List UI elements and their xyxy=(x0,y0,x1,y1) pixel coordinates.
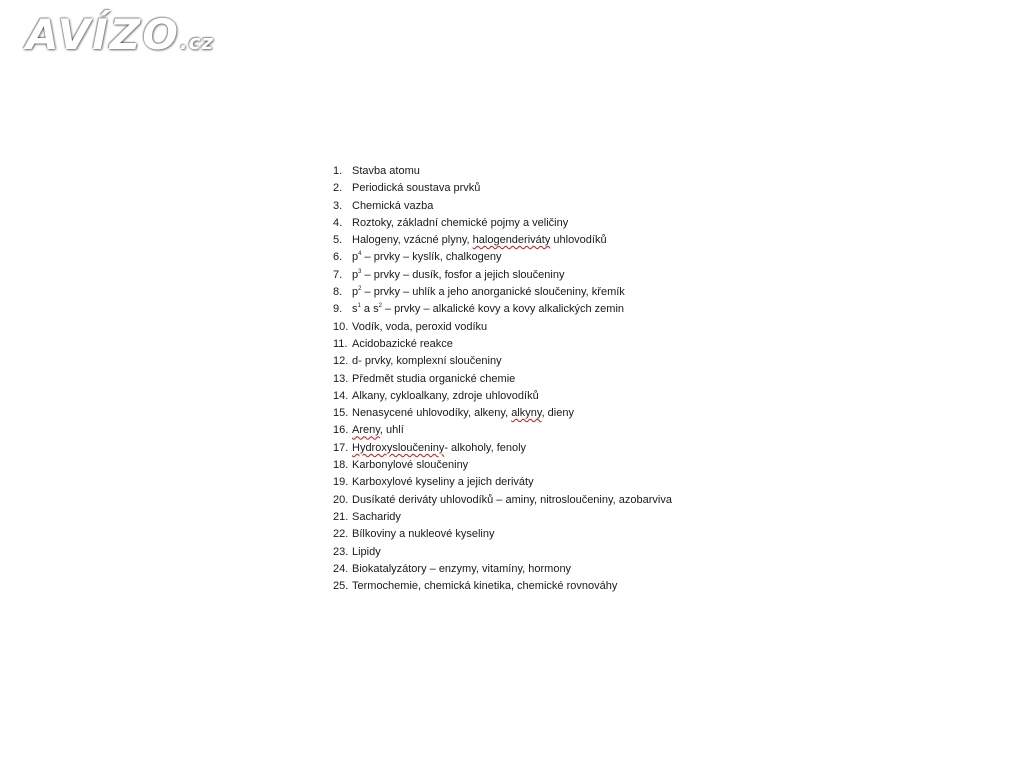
item-text: Halogeny, vzácné plyny, halogenderiváty uhlovodíků xyxy=(352,234,607,247)
item-number: 4. xyxy=(333,216,343,229)
list-item xyxy=(333,249,672,266)
item-number: 14. xyxy=(333,389,349,402)
spellcheck-word: Areny xyxy=(352,424,380,437)
item-number: 3. xyxy=(333,199,343,212)
item-text: Hydroxysloučeniny- alkoholy, fenoly xyxy=(352,441,527,454)
watermark-main-text: AVÍZO xyxy=(26,10,180,59)
list-item xyxy=(333,388,672,405)
item-text: Areny, uhlí xyxy=(352,424,404,437)
item-text: $p^4$ – prvky – kyslík, chalkogeny xyxy=(352,251,502,264)
list-item xyxy=(333,353,672,370)
item-number: 11. xyxy=(333,337,348,350)
item-number: 15. xyxy=(333,407,349,420)
item-number: 13. xyxy=(333,372,349,385)
avizo-watermark-logo xyxy=(26,10,215,59)
list-item xyxy=(333,267,672,284)
item-text: Karboxylové kyseliny a jejich deriváty xyxy=(352,476,534,489)
list-item xyxy=(333,526,672,543)
item-text: d- prvky, komplexní sloučeniny xyxy=(352,355,502,368)
list-item xyxy=(333,440,672,457)
list-item xyxy=(333,492,672,509)
topic-list xyxy=(333,163,672,595)
item-number: 8. xyxy=(333,286,343,299)
item-text: Acidobazické reakce xyxy=(352,337,453,350)
item-text: Lipidy xyxy=(352,545,381,558)
item-number: 17. xyxy=(333,441,349,454)
item-number: 12. xyxy=(333,355,349,368)
item-text: Roztoky, základní chemické pojmy a veličiny xyxy=(352,216,569,229)
item-number: 21. xyxy=(333,510,349,523)
item-text: Biokatalyzátory – enzymy, vitamíny, hormony xyxy=(352,562,572,575)
item-number: 2. xyxy=(333,182,343,195)
spellcheck-word: Hydroxysloučeniny xyxy=(352,441,445,454)
list-item xyxy=(333,405,672,422)
item-text: Sacharidy xyxy=(352,510,401,523)
item-text: $p^2$ – prvky – uhlík a jeho anorganické sloučeniny, křemík xyxy=(352,286,625,299)
list-item xyxy=(333,319,672,336)
list-item xyxy=(333,561,672,578)
list-item xyxy=(333,457,672,474)
item-number: 16. xyxy=(333,424,349,437)
item-number: 9. xyxy=(333,303,343,316)
item-number: 5. xyxy=(333,234,343,247)
list-item xyxy=(333,232,672,249)
list-item xyxy=(333,180,672,197)
item-text: Alkany, cykloalkany, zdroje uhlovodíků xyxy=(352,389,539,402)
item-text: Nenasycené uhlovodíky, alkeny, alkyny, dieny xyxy=(352,407,574,420)
spellcheck-word: alkyny xyxy=(511,407,542,420)
list-item xyxy=(333,422,672,439)
item-number: 22. xyxy=(333,528,349,541)
watermark-tld-text: .cz xyxy=(179,30,215,54)
item-number: 18. xyxy=(333,459,349,472)
item-number: 19. xyxy=(333,476,349,489)
item-text: $p^3$ – prvky – dusík, fosfor a jejich sloučeniny xyxy=(352,268,565,281)
list-item xyxy=(333,474,672,491)
list-item xyxy=(333,544,672,561)
item-number: 25. xyxy=(333,580,349,593)
item-number: 1. xyxy=(333,165,343,177)
list-item xyxy=(333,198,672,215)
item-number: 7. xyxy=(333,268,343,281)
item-text: $s^1$ a $s^2$ – prvky – alkalické kovy a kovy alkalických zemin xyxy=(352,303,625,316)
item-text: Předmět studia organické chemie xyxy=(352,372,516,385)
list-item xyxy=(333,163,672,180)
list-item xyxy=(333,336,672,353)
item-text: Stavba atomu xyxy=(352,165,420,177)
list-item xyxy=(333,284,672,301)
item-text: Periodická soustava prvků xyxy=(352,182,481,195)
item-text: Karbonylové sloučeniny xyxy=(352,459,469,472)
item-text: Dusíkaté deriváty uhlovodíků – aminy, nitrosloučeniny, azobarviva xyxy=(352,493,672,506)
item-text: Chemická vazba xyxy=(352,199,434,212)
item-number: 23. xyxy=(333,545,349,558)
item-text: Vodík, voda, peroxid vodíku xyxy=(352,320,488,333)
item-number: 6. xyxy=(333,251,343,264)
list-item xyxy=(333,509,672,526)
list-item xyxy=(333,215,672,232)
item-number: 10. xyxy=(333,320,349,333)
item-text: Bílkoviny a nukleové kyseliny xyxy=(352,528,495,541)
list-item xyxy=(333,371,672,388)
list-item xyxy=(333,578,672,595)
list-item xyxy=(333,301,672,318)
item-number: 20. xyxy=(333,493,349,506)
spellcheck-word: halogenderiváty xyxy=(472,234,551,247)
item-text: Termochemie, chemická kinetika, chemické rovnováhy xyxy=(352,580,618,593)
item-number: 24. xyxy=(333,562,349,575)
